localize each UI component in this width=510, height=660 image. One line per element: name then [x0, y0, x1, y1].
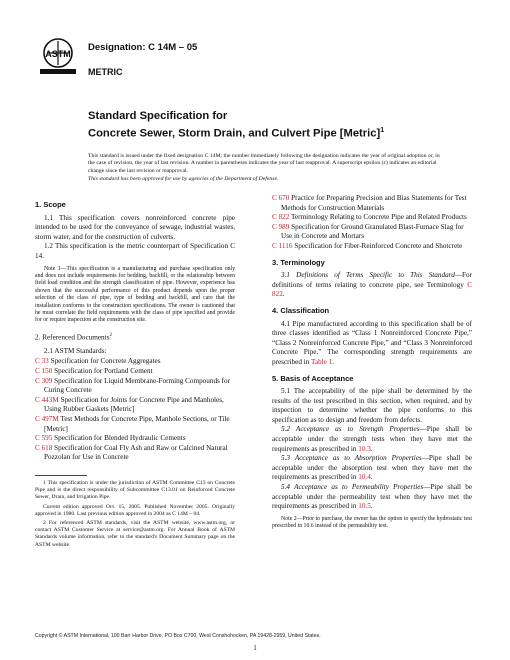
reference-title: Specification for Ground Granulated Blast-Furnace Slag for Use in Concrete and Mortars: [281, 222, 464, 241]
right-column: [272, 194, 472, 535]
basis-5-4-text: —Pipe shall be acceptable under the permeability test when they have met the requirements as prescribed in: [272, 483, 473, 511]
period: .: [370, 473, 373, 482]
reference-item: [272, 194, 472, 213]
section-10-4-link[interactable]: 10.4: [358, 473, 371, 482]
reference-link[interactable]: C 33: [35, 357, 49, 366]
terminology-3-1: [272, 271, 472, 300]
reference-item: [35, 367, 235, 377]
reference-item: [35, 357, 235, 367]
reference-title: Specification for Concrete Aggregates: [50, 357, 161, 366]
basis-5-3-subhead: 5.3 Acceptance as to Absorption Properties: [281, 454, 422, 463]
footnote-divider: [35, 475, 87, 476]
reference-title: Specification for Liquid Membrane-Forming Compounds for Curing Concrete: [44, 376, 231, 395]
classification-text: 4.1 Pipe manufactured according to this specification shall be of three classes identified as “Class 1 Nonreinforced Concrete Pipe,” “Class 2 Nonreinforced Concrete Pipe,” and “Class 3 Nonreinforced Concrete Pipe.” The corresponding strength requirements are prescribed in: [272, 319, 472, 366]
terminology-subhead: 3.1 Definitions of Terms Specific to This Standard: [281, 271, 455, 280]
reference-title: Specification for Blended Hydraulic Cements: [54, 434, 186, 443]
reference-title: Specification for Coal Fly Ash and Raw or Calcined Natural Pozzolan for Use in Concrete: [44, 443, 228, 462]
title-text: Concrete Sewer, Storm Drain, and Culvert Pipe [Metric]: [88, 127, 381, 140]
section-classification-heading: 4. Classification: [272, 305, 330, 315]
reference-item: [35, 444, 235, 463]
page-number: 1: [253, 644, 257, 652]
reference-title: Terminology Relating to Concrete Pipe and Related Products: [291, 213, 467, 222]
refdocs-footnote-mark: 2: [109, 332, 112, 338]
reference-title: Specification for Fiber-Reinforced Concrete and Shotcrete: [294, 241, 463, 250]
document-title: [88, 110, 384, 141]
issuance-notice: This standard is issued under the fixed designation C 14M; the number immediately following the designation indicates the year of original adoption or, in the case of revision, the year of last revision. A number in parentheses indicates the year of last reapproval. A superscript epsilon (ε) indicates an editorial change since the last revision or reapproval.: [88, 153, 440, 174]
basis-5-2-text: —Pipe shall be acceptable under the strength tests when they have met the requirements as prescribed in: [272, 425, 472, 453]
left-column: [35, 194, 235, 551]
reference-link[interactable]: C 1116: [272, 241, 293, 250]
section-10-3-link[interactable]: 10.3: [358, 444, 371, 453]
basis-5-4: [272, 483, 472, 512]
title-footnote-mark: 1: [380, 126, 385, 134]
footnote-1: 1 This specification is under the jurisdiction of ASTM Committee C13 on Concrete Pipe and is the direct responsibility of Subcommittee C13.01 on Reinforced Concrete Sewer, Drain, and Irrigation Pipe.: [35, 479, 235, 501]
terminology-link[interactable]: C 822: [272, 280, 472, 299]
table-1-link[interactable]: Table 1: [311, 357, 333, 366]
classification-end: .: [332, 357, 335, 366]
basis-5-2: [272, 425, 472, 454]
svg-text:ASTM: ASTM: [45, 49, 71, 59]
reference-title: Test Methods for Concrete Pipe, Manhole Sections, or Tile [Metric]: [44, 414, 230, 433]
basis-5-1: 5.1 The acceptability of the pipe shall be determined by the results of the test prescribed in this section, when required, and by inspection to determine whether the pipe conforms to this specification as to design and freedom from defects.: [272, 387, 472, 424]
astm-standards-label: 2.1 ASTM Standards:: [44, 346, 107, 355]
classification-4-1: [272, 320, 472, 368]
reference-item: [272, 213, 472, 223]
reference-link[interactable]: C 497M: [35, 414, 59, 423]
reference-link[interactable]: C 309: [35, 376, 53, 385]
scope-1-1: 1.1 This specification covers nonreinforced concrete pipe intended to be used for the conveyance of sewage, industrial wastes, storm water, and for the construction of culverts.: [35, 213, 235, 241]
basis-5-3: [272, 454, 472, 483]
reference-title: Specification for Portland Cement: [54, 366, 153, 375]
copyright-line: Copyright © ASTM International, 100 Barr Harbor Drive, PO Box C700, West Conshohocken, PA 19428-2959, United States.: [35, 633, 321, 639]
note-2: Note 2—Prior to purchase, the owner has the option to specify the hydrostatic test prescribed in 10.6 instead of the permeability test.: [272, 515, 472, 530]
basis-5-3-text: —Pipe shall be acceptable under the absorption test when they have met the requirements as prescribed in: [272, 454, 472, 482]
reference-title: Specification for Joints for Concrete Pipe and Manholes, Using Rubber Gaskets [Metric]: [44, 395, 224, 414]
reference-link[interactable]: C 150: [35, 366, 53, 375]
reference-item: [272, 223, 472, 242]
reference-link[interactable]: C 822: [272, 213, 290, 222]
reference-link[interactable]: C 595: [35, 434, 53, 443]
reference-item: [35, 415, 235, 434]
reference-item: [35, 434, 235, 444]
unit-system: METRIC: [88, 67, 123, 77]
period: .: [370, 444, 373, 453]
reference-link[interactable]: C 443M: [35, 395, 59, 404]
section-scope-heading: 1. Scope: [35, 200, 66, 209]
reference-title: Practice for Preparing Precision and Bias Statements for Test Methods for Construction Materials: [281, 194, 467, 212]
section-basis-heading: 5. Basis of Acceptance: [272, 373, 354, 383]
terminology-text: —For definitions of terms relating to concrete pipe, see Terminology: [272, 271, 472, 289]
reference-item: [272, 242, 472, 252]
section-10-5-link[interactable]: 10.5: [358, 502, 371, 511]
scope-1-2: 1.2 This specification is the metric counterpart of Specification C 14.: [35, 242, 235, 260]
basis-5-4-subhead: 5.4 Acceptance as to Permeability Properties: [281, 483, 424, 492]
reference-item: [35, 377, 235, 396]
designation: Designation: C 14M – 05: [88, 42, 198, 53]
reference-link[interactable]: C 618: [35, 443, 53, 452]
note-1: Note 1—This specification is a manufacturing and purchase specification only and does not include requirements for bedding, backfill, or the relationship between field load condition and the strength classification of pipe. However, experience has shown that the successful performance of this product depends upon the proper selection of the class of pipe, type of bedding and backfill, and care that the installation conforms to the construction specifications. The owner is cautioned that he must correlate the field requirements with the class of pipe specified and provide for or require inspection at the construction site.: [35, 265, 235, 324]
title-line-1: Standard Specification for: [88, 110, 228, 122]
reference-link[interactable]: C 989: [272, 222, 290, 231]
basis-5-2-subhead: 5.2 Acceptance as to Strength Properties: [281, 425, 420, 434]
refdocs-heading-text: 2. Referenced Documents: [35, 333, 110, 342]
reference-item: [35, 396, 235, 415]
footnote-2: 2 For referenced ASTM standards, visit the ASTM website, www.astm.org, or contact ASTM Customer Service at service@astm.org. For Annual Book of ASTM Standards volume information, refer to the standard's Document Summary page on the ASTM website.: [35, 519, 235, 548]
section-referenced-documents-heading: [35, 331, 235, 343]
section-terminology-heading: 3. Terminology: [272, 257, 325, 267]
footnote-1-edition: Current edition approved Oct. 15, 2005. Published November 2005. Originally approved in 1980. Last previous edition approved in 2004 as C 14M – 04.: [35, 503, 235, 517]
astm-logo: [38, 36, 78, 76]
reference-link[interactable]: C 670: [272, 194, 290, 202]
approval-notice: This standard has been approved for use by agencies of the Department of Defense.: [88, 176, 279, 182]
terminology-end: .: [282, 290, 285, 299]
title-line-2: [88, 124, 384, 141]
period: .: [370, 502, 373, 511]
